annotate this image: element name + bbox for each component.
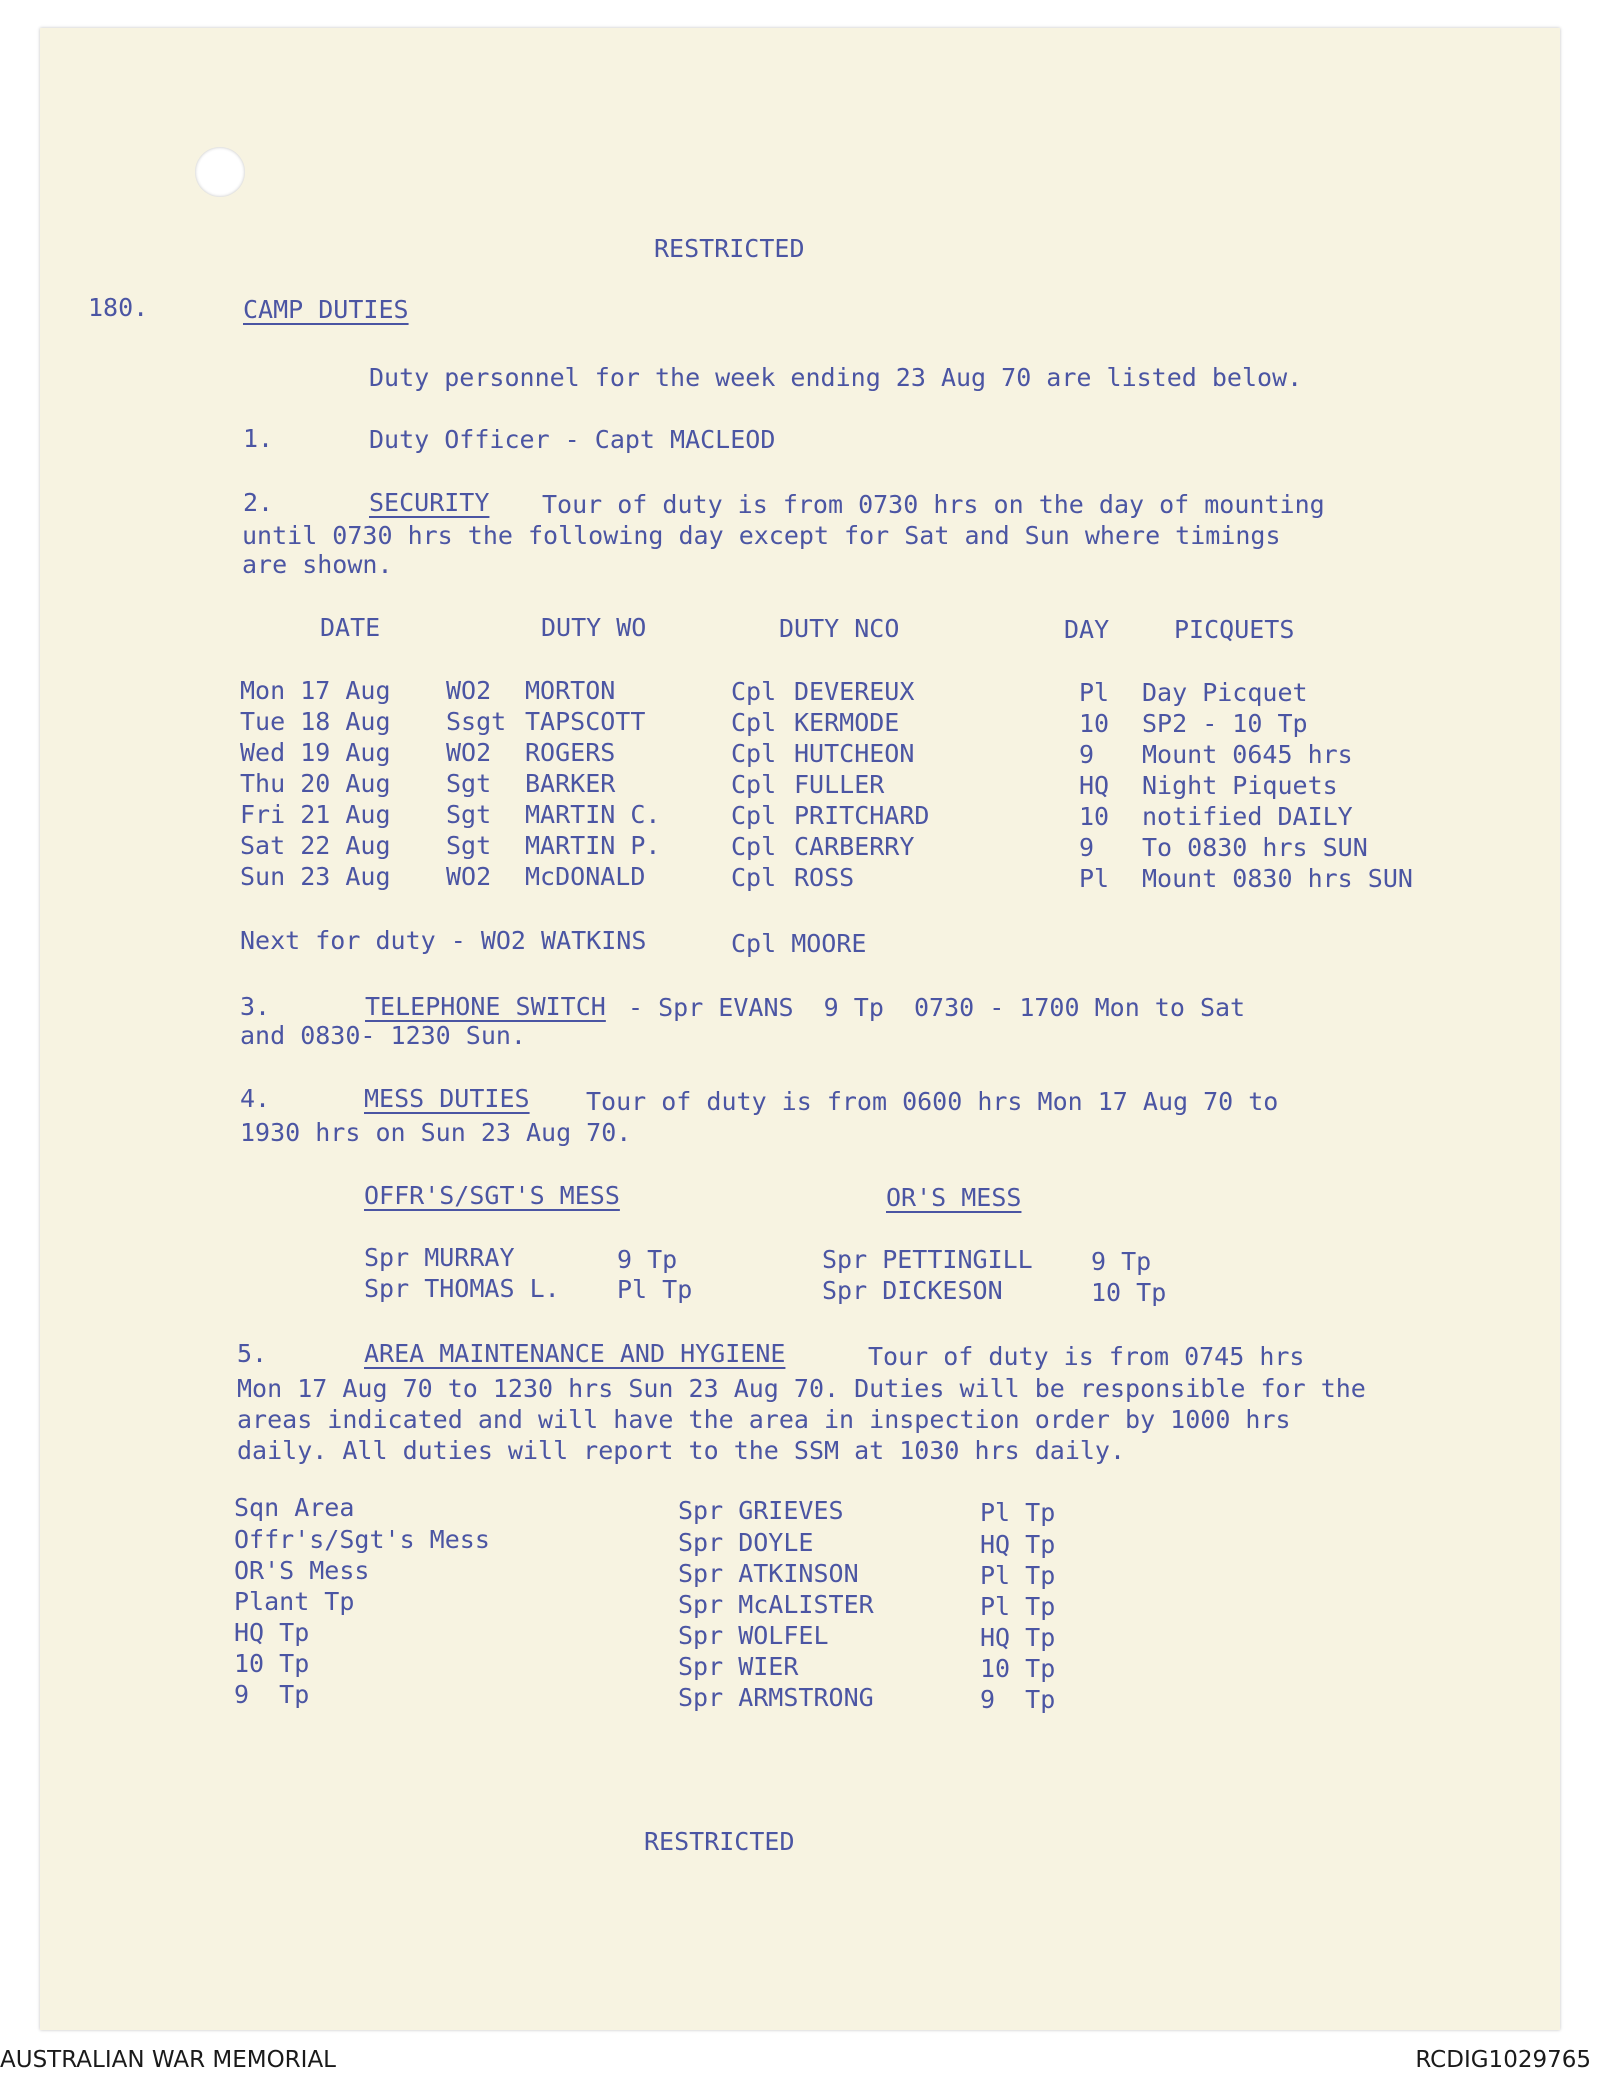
para4-number: 4.	[240, 1084, 271, 1113]
header-picquets: PICQUETS	[1174, 615, 1295, 644]
next-for-duty-nco: Cpl MOORE	[731, 929, 867, 958]
row-wo-name: ROGERS	[525, 738, 616, 767]
row-tp: Pl Tp	[980, 1561, 1056, 1590]
archive-credit: AUSTRALIAN WAR MEMORIAL	[0, 2047, 336, 2073]
row-nco-name: KERMODE	[794, 708, 900, 737]
row-date: Sun 23 Aug	[240, 862, 391, 891]
row-wo-name: MORTON	[525, 676, 616, 705]
list-item: 9 Tp	[617, 1245, 678, 1274]
row-tp: 10 Tp	[980, 1654, 1056, 1683]
header-date: DATE	[320, 613, 381, 642]
para4-line: Tour of duty is from 0600 hrs Mon 17 Aug 70 to	[586, 1087, 1279, 1116]
row-picquet: Mount 0830 hrs SUN	[1142, 864, 1413, 893]
header-duty-wo: DUTY WO	[541, 613, 647, 642]
punch-hole	[195, 147, 245, 197]
row-name: Spr WOLFEL	[678, 1621, 829, 1650]
row-area: 9 Tp	[234, 1680, 310, 1709]
row-name: Spr GRIEVES	[678, 1496, 844, 1525]
row-name: Spr WIER	[678, 1652, 799, 1681]
row-area: Plant Tp	[234, 1587, 355, 1616]
list-item: Spr MURRAY	[364, 1243, 515, 1272]
header-day: DAY	[1064, 615, 1110, 644]
row-nco-name: PRITCHARD	[794, 801, 930, 830]
row-name: Spr ARMSTRONG	[678, 1683, 874, 1712]
row-wo-name: MARTIN C.	[525, 800, 661, 829]
row-area: 10 Tp	[234, 1649, 310, 1678]
row-nco-rank: Cpl	[731, 739, 777, 768]
classification-top: RESTRICTED	[654, 234, 805, 263]
row-nco-name: CARBERRY	[794, 832, 915, 861]
list-item: Spr DICKESON	[822, 1276, 1003, 1305]
row-wo-rank: Sgt	[446, 769, 492, 798]
header-duty-nco: DUTY NCO	[779, 614, 900, 643]
para5-number: 5.	[237, 1339, 268, 1368]
para4-heading: MESS DUTIES	[364, 1084, 530, 1113]
item-title: CAMP DUTIES	[243, 295, 409, 324]
row-picquet: notified DAILY	[1142, 802, 1353, 831]
row-picquet: To 0830 hrs SUN	[1142, 833, 1368, 862]
para2-number: 2.	[243, 488, 274, 517]
para1-text: Duty Officer - Capt MACLEOD	[369, 425, 776, 454]
row-nco-name: HUTCHEON	[794, 739, 915, 768]
row-nco-rank: Cpl	[731, 832, 777, 861]
para3-line: - Spr EVANS 9 Tp 0730 - 1700 Mon to Sat	[628, 993, 1246, 1022]
row-nco-rank: Cpl	[731, 801, 777, 830]
list-item: Pl Tp	[617, 1275, 693, 1304]
para5-line: Mon 17 Aug 70 to 1230 hrs Sun 23 Aug 70. Duties will be responsible for the	[237, 1374, 1366, 1403]
row-nco-rank: Cpl	[731, 677, 777, 706]
row-nco-rank: Cpl	[731, 770, 777, 799]
row-wo-name: BARKER	[525, 769, 616, 798]
row-day: Pl	[1079, 678, 1110, 707]
row-wo-name: TAPSCOTT	[525, 707, 646, 736]
row-date: Wed 19 Aug	[240, 738, 391, 767]
row-wo-rank: Ssgt	[446, 707, 507, 736]
row-name: Spr DOYLE	[678, 1528, 814, 1557]
row-date: Tue 18 Aug	[240, 707, 391, 736]
list-item: 9 Tp	[1091, 1247, 1152, 1276]
row-day: 9	[1079, 740, 1095, 769]
row-wo-name: McDONALD	[525, 862, 646, 891]
row-tp: Pl Tp	[980, 1592, 1056, 1621]
row-picquet: Day Picquet	[1142, 678, 1308, 707]
row-wo-name: MARTIN P.	[525, 831, 661, 860]
row-area: OR'S Mess	[234, 1556, 370, 1585]
row-tp: Pl Tp	[980, 1498, 1056, 1527]
ors-mess-heading: OR'S MESS	[886, 1183, 1022, 1212]
row-nco-rank: Cpl	[731, 708, 777, 737]
para2-line: Tour of duty is from 0730 hrs on the day of mounting	[542, 490, 1325, 519]
row-nco-rank: Cpl	[731, 863, 777, 892]
para4-line: 1930 hrs on Sun 23 Aug 70.	[240, 1118, 632, 1147]
intro-text: Duty personnel for the week ending 23 Aug 70 are listed below.	[369, 363, 1303, 392]
row-name: Spr ATKINSON	[678, 1559, 859, 1588]
archive-reference: RCDIG1029765	[1415, 2047, 1591, 2073]
next-for-duty: Next for duty - WO2 WATKINS	[240, 926, 647, 955]
row-area: Sqn Area	[234, 1493, 355, 1522]
item-number: 180.	[88, 293, 149, 322]
list-item: 10 Tp	[1091, 1278, 1167, 1307]
row-picquet: SP2 - 10 Tp	[1142, 709, 1308, 738]
row-day: HQ	[1079, 771, 1110, 800]
row-picquet: Night Piquets	[1142, 771, 1338, 800]
row-picquet: Mount 0645 hrs	[1142, 740, 1353, 769]
row-tp: 9 Tp	[980, 1685, 1056, 1714]
row-area: Offr's/Sgt's Mess	[234, 1525, 490, 1554]
row-nco-name: DEVEREUX	[794, 677, 915, 706]
para2-line: are shown.	[242, 550, 393, 579]
list-item: Spr PETTINGILL	[822, 1245, 1033, 1274]
row-name: Spr McALISTER	[678, 1590, 874, 1619]
para2-line: until 0730 hrs the following day except for Sat and Sun where timings	[242, 521, 1281, 550]
row-wo-rank: WO2	[446, 738, 492, 767]
para5-line: areas indicated and will have the area in inspection order by 1000 hrs	[237, 1405, 1291, 1434]
row-date: Fri 21 Aug	[240, 800, 391, 829]
row-day: 9	[1079, 833, 1095, 862]
row-wo-rank: Sgt	[446, 800, 492, 829]
para5-line: daily. All duties will report to the SSM at 1030 hrs daily.	[237, 1436, 1126, 1465]
row-day: 10	[1079, 802, 1110, 831]
row-nco-name: ROSS	[794, 863, 855, 892]
row-tp: HQ Tp	[980, 1623, 1056, 1652]
row-area: HQ Tp	[234, 1618, 310, 1647]
list-item: Spr THOMAS L.	[364, 1274, 560, 1303]
row-wo-rank: WO2	[446, 676, 492, 705]
row-wo-rank: Sgt	[446, 831, 492, 860]
row-date: Sat 22 Aug	[240, 831, 391, 860]
row-wo-rank: WO2	[446, 862, 492, 891]
classification-bottom: RESTRICTED	[644, 1827, 795, 1856]
row-day: Pl	[1079, 864, 1110, 893]
para5-line: Tour of duty is from 0745 hrs	[868, 1342, 1305, 1371]
row-date: Mon 17 Aug	[240, 676, 391, 705]
para3-number: 3.	[240, 992, 271, 1021]
para3-line: and 0830- 1230 Sun.	[240, 1021, 526, 1050]
row-tp: HQ Tp	[980, 1530, 1056, 1559]
para2-heading: SECURITY	[369, 488, 490, 517]
para1-number: 1.	[243, 424, 274, 453]
row-date: Thu 20 Aug	[240, 769, 391, 798]
row-day: 10	[1079, 709, 1110, 738]
row-nco-name: FULLER	[794, 770, 885, 799]
offrs-mess-heading: OFFR'S/SGT'S MESS	[364, 1181, 620, 1210]
para5-heading: AREA MAINTENANCE AND HYGIENE	[364, 1339, 786, 1368]
para3-heading: TELEPHONE SWITCH	[365, 992, 606, 1021]
